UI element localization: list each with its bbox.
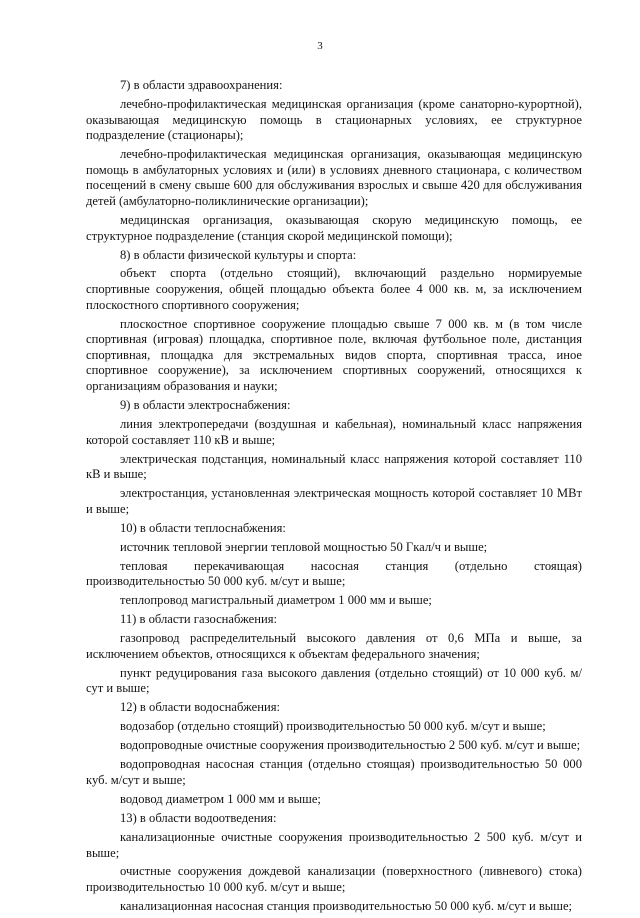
document-body: [86, 78, 582, 918]
paragraph: медицинская организация, оказывающая скорую медицинскую помощь, ее структурное подразделение (станция скорой медицинской помощи);: [86, 212, 582, 243]
paragraph-section-13-heading: 13) в области водоотведения:: [120, 810, 277, 825]
paragraph-section-10-heading: 10) в области теплоснабжения:: [120, 520, 286, 535]
paragraph: канализационные очистные сооружения производительностью 2 500 куб. м/сут и выше;: [86, 829, 582, 860]
paragraph-section-11-heading: 11) в области газоснабжения:: [120, 612, 277, 627]
paragraph: источник тепловой энергии тепловой мощностью 50 Гкал/ч и выше;: [120, 539, 488, 554]
paragraph: канализационная насосная станция производительностью 50 000 куб. м/сут и выше;: [120, 899, 573, 914]
paragraph-section-8-heading: 8) в области физической культуры и спорта:: [120, 247, 357, 262]
paragraph-section-12-heading: 12) в области водоснабжения:: [120, 700, 280, 715]
paragraph: линия электропередачи (воздушная и кабельная), номинальный класс напряжения которой составляет 110 кВ и выше;: [86, 417, 582, 447]
paragraph: водовод диаметром 1 000 мм и выше;: [120, 791, 321, 806]
paragraph: электрическая подстанция, номинальный класс напряжения которой составляет 110 кВ и выше;: [86, 451, 582, 482]
paragraph-section-9-heading: 9) в области электроснабжения:: [120, 398, 291, 413]
paragraph: тепловая перекачивающая насосная станция (отдельно стоящая) производительностью 50 000 куб. м/сут и выше;: [86, 558, 582, 589]
paragraph: водопроводные очистные сооружения производительностью 2 500 куб. м/сут и выше;: [120, 738, 581, 753]
paragraph: очистные сооружения дождевой канализации (поверхностного (ливневого) стока) производительностью 10 000 куб. м/сут и выше;: [86, 864, 582, 895]
paragraph: теплопровод магистральный диаметром 1 000 мм и выше;: [120, 593, 432, 608]
paragraph: объект спорта (отдельно стоящий), включающий раздельно нормируемые спортивные сооружения, общей площадью объекта более 4 000 кв. м, за исключением плоскостного спортивного сооружения;: [86, 266, 582, 312]
paragraph: газопровод распределительный высокого давления от 0,6 МПа и выше, за исключением объектов, относящихся к объектам федерального значения;: [86, 631, 582, 661]
paragraph: лечебно-профилактическая медицинская организация (кроме санаторно-курортной), оказывающая медицинскую помощь в стационарных условиях, ее структурное подразделение (стационары);: [86, 96, 582, 143]
paragraph: пункт редуцирования газа высокого давления (отдельно стоящий) от 10 000 куб. м/сут и выше;: [86, 665, 582, 696]
paragraph: водопроводная насосная станция (отдельно стоящая) производительностью 50 000 куб. м/сут и выше;: [86, 757, 582, 787]
paragraph: плоскостное спортивное сооружение площадью свыше 7 000 кв. м (в том числе спортивная (игровая) площадка, спортивное поле, включая футбольное поле, дистанция спортивная, площадка для экстремальных видов спорта, спортивная трасса, иное спортивное сооружение), за исключением спортивных сооружений, относящихся к организациям образования и науки;: [86, 316, 582, 394]
paragraph: электростанция, установленная электрическая мощность которой составляет 10 МВт и выше;: [86, 486, 582, 516]
page-number: 3: [317, 40, 323, 52]
paragraph: лечебно-профилактическая медицинская организация, оказывающая медицинскую помощь в амбулаторных условиях и (или) в условиях дневного стационара, с количеством посещений в смену свыше 600 для обслуживания взрослых и свыше 420 для обслуживания детей (амбулаторно-поликлинические организации);: [86, 147, 582, 208]
paragraph: водозабор (отдельно стоящий) производительностью 50 000 куб. м/сут и выше;: [120, 719, 546, 734]
paragraph-section-7-heading: 7) в области здравоохранения:: [120, 78, 283, 92]
